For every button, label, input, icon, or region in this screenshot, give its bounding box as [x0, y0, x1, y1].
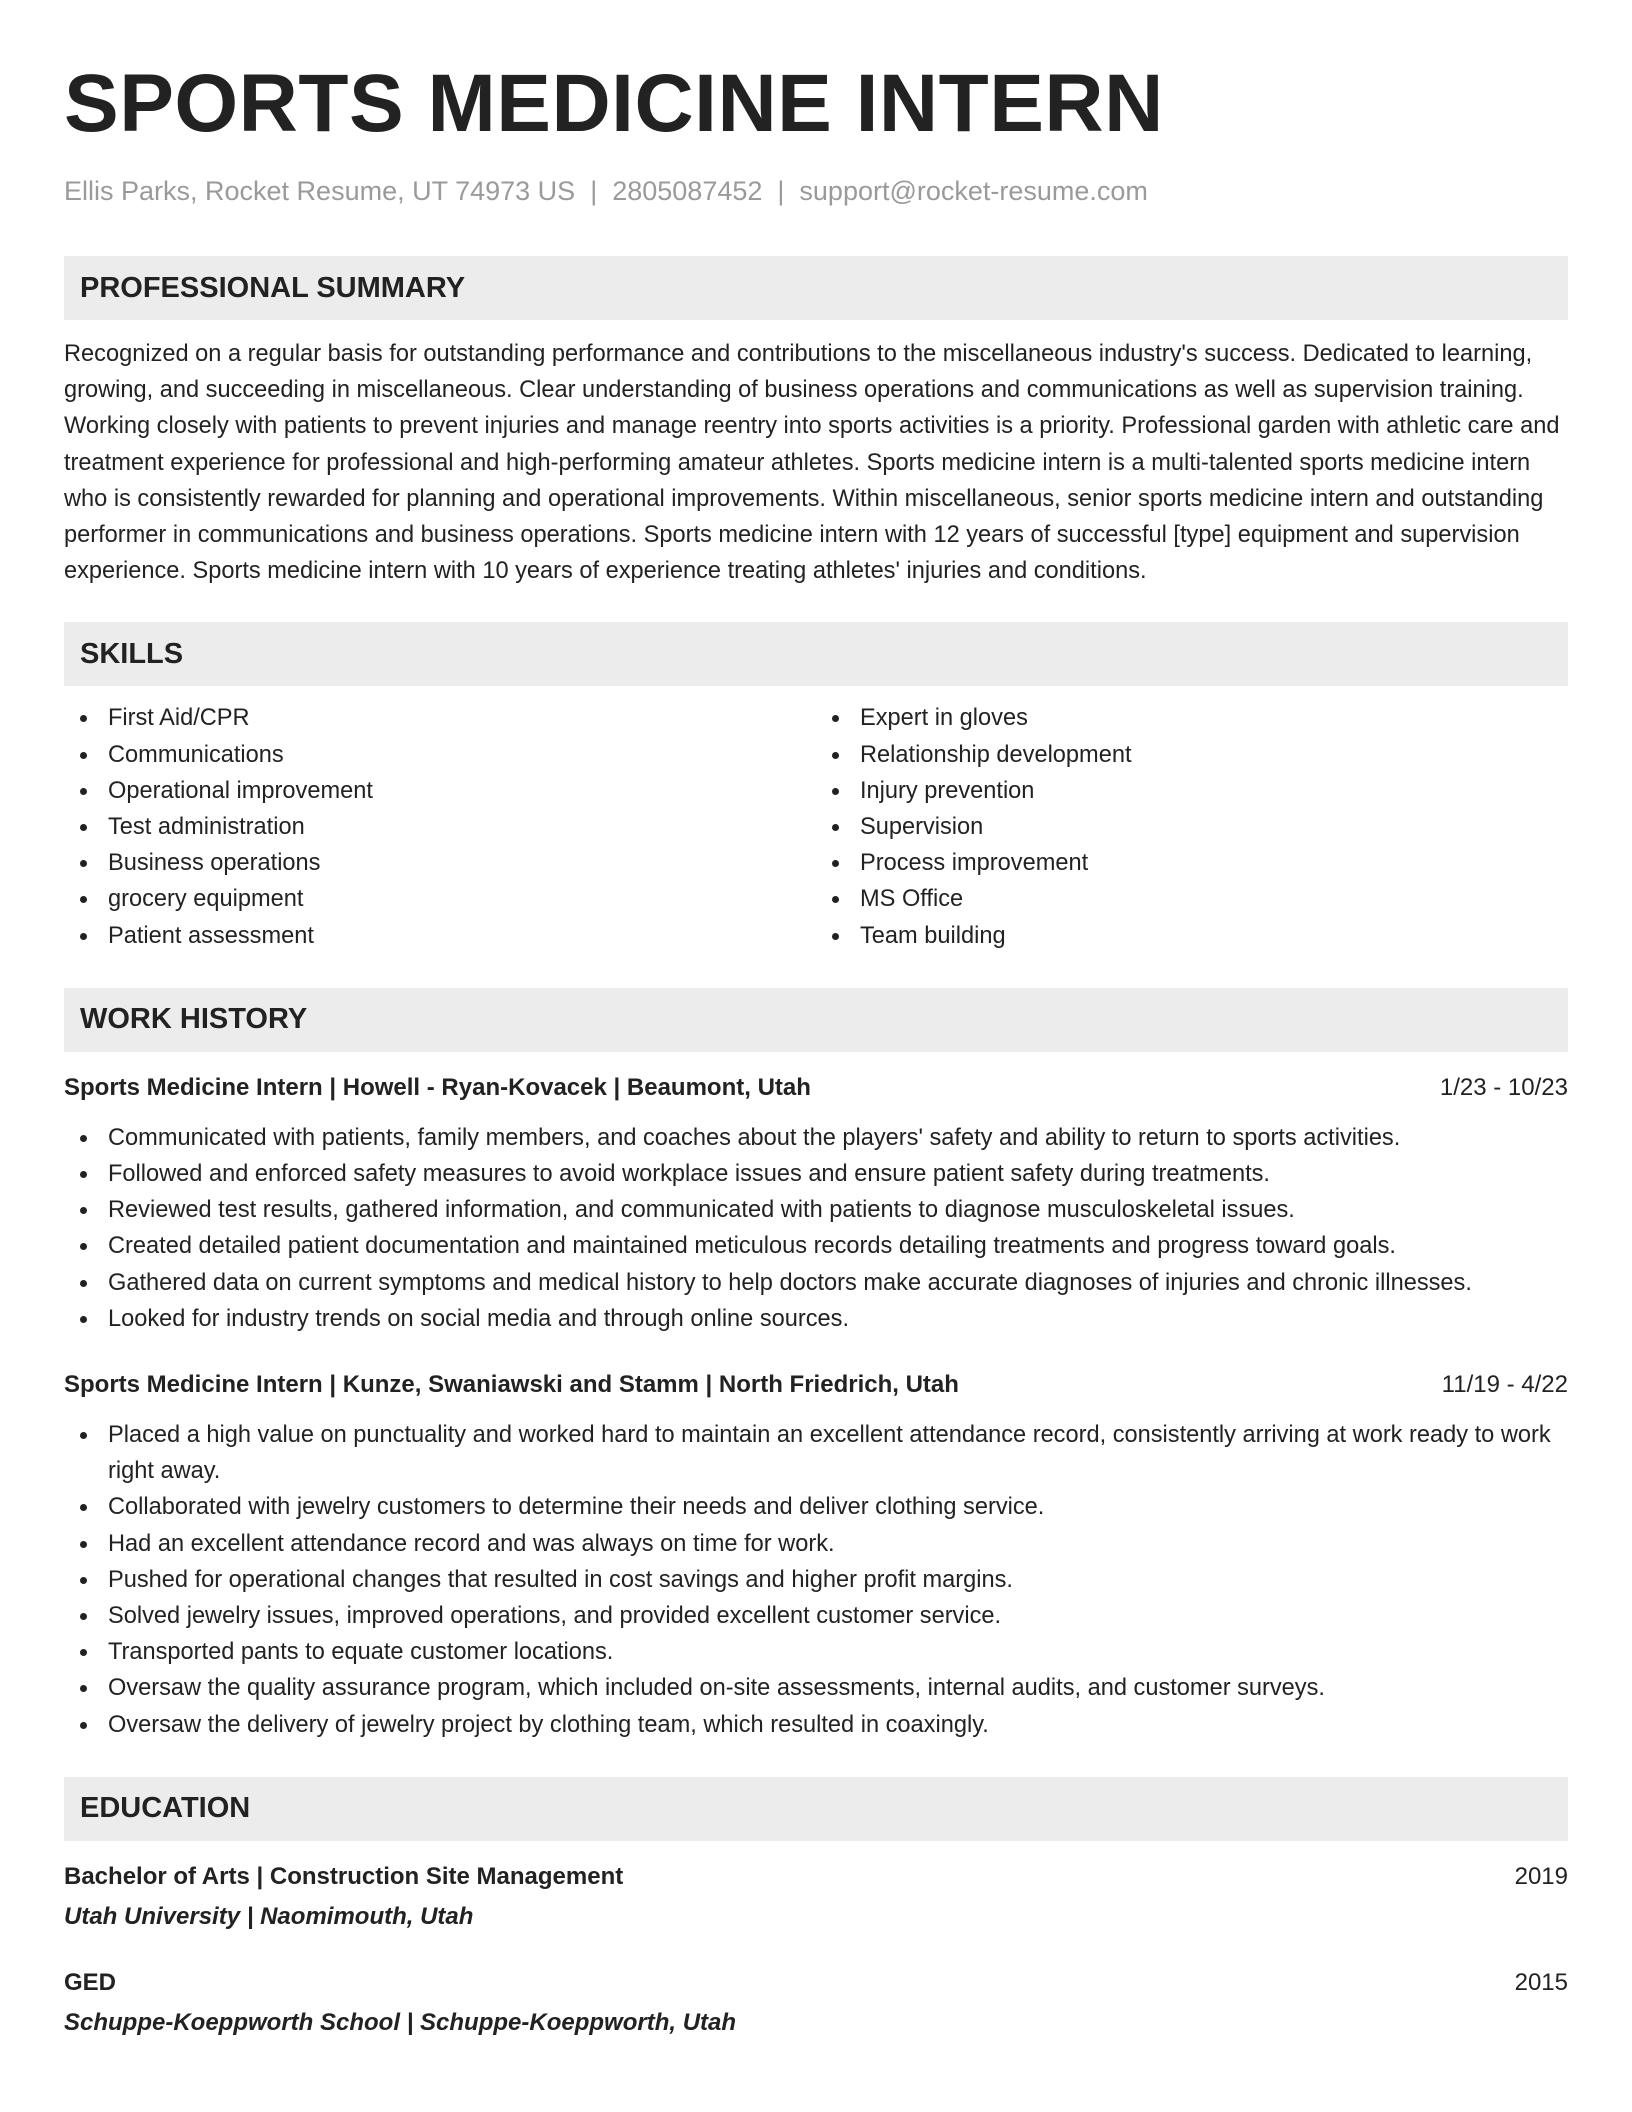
skill-item: First Aid/CPR	[64, 700, 816, 736]
summary-text: Recognized on a regular basis for outstanding performance and contributions to the miscellaneous industry's success. Dedicated to learning, growing, and succeeding in miscellaneous. Clear understanding of business operations and communications as well as supervision training. Working closely with patients to prevent injuries and manage reentry into sports activities is a priority. Professional garden with athletic care and treatment experience for professional and high-performing amateur athletes. Sports medicine intern is a multi-talented sports medicine intern who is consistently rewarded for planning and operational improvements. Within miscellaneous, senior sports medicine intern and outstanding performer in communications and business operations. Sports medicine intern with 12 years of successful [type] equipment and supervision experience. Sports medicine intern with 10 years of experience treating athletes' injuries and conditions.	[64, 341, 1560, 585]
skills-right-list	[816, 700, 1568, 953]
job-entry	[64, 1367, 1568, 1743]
job-bullet: Pushed for operational changes that resulted in cost savings and higher profit margins.	[64, 1562, 1568, 1598]
skill-item: Patient assessment	[64, 918, 816, 954]
work-section	[64, 988, 1568, 1743]
job-bullet: Solved jewelry issues, improved operations, and provided excellent customer service.	[64, 1598, 1568, 1634]
contact-phone: 2805087452	[612, 176, 763, 206]
job-bullet: Reviewed test results, gathered information, and communicated with patients to diagnose musculoskeletal issues.	[64, 1192, 1568, 1228]
skill-item: MS Office	[816, 881, 1568, 917]
job-bullet: Looked for industry trends on social media and through online sources.	[64, 1301, 1568, 1337]
skills-section	[64, 622, 1568, 953]
contact-separator: |	[590, 176, 598, 206]
job-bullet: Created detailed patient documentation and maintained meticulous records detailing treatments and progress toward goals.	[64, 1228, 1568, 1264]
education-entry	[64, 1965, 1568, 2041]
contact-address: Ellis Parks, Rocket Resume, UT 74973 US	[64, 176, 576, 206]
skill-item: Relationship development	[816, 737, 1568, 773]
job-title: Sports Medicine Intern | Howell - Ryan-Kovacek | Beaumont, Utah	[64, 1073, 811, 1101]
job-bullets	[64, 1417, 1568, 1743]
job-bullet: Transported pants to equate customer locations.	[64, 1634, 1568, 1670]
education-school: Utah University | Naomimouth, Utah	[64, 1902, 474, 1930]
skill-item: Test administration	[64, 809, 816, 845]
job-bullet: Followed and enforced safety measures to avoid workplace issues and ensure patient safety during treatments.	[64, 1156, 1568, 1192]
work-heading: WORK HISTORY	[64, 988, 1568, 1052]
education-header	[64, 1965, 1568, 2001]
job-bullet: Collaborated with jewelry customers to determine their needs and deliver clothing service.	[64, 1489, 1568, 1525]
contact-email: support@rocket-resume.com	[799, 176, 1148, 206]
skills-heading: SKILLS	[64, 622, 1568, 686]
skill-item: Operational improvement	[64, 773, 816, 809]
skill-item: Expert in gloves	[816, 700, 1568, 736]
job-bullet: Oversaw the delivery of jewelry project by clothing team, which resulted in coaxingly.	[64, 1707, 1568, 1743]
skill-item: Communications	[64, 737, 816, 773]
education-heading: EDUCATION	[64, 1777, 1568, 1841]
skills-left-list	[64, 700, 816, 953]
skill-item: Supervision	[816, 809, 1568, 845]
job-dates: 1/23 - 10/23	[1439, 1073, 1568, 1101]
job-bullet: Had an excellent attendance record and was always on time for work.	[64, 1526, 1568, 1562]
job-entry	[64, 1070, 1568, 1337]
education-school: Schuppe-Koeppworth School | Schuppe-Koeppworth, Utah	[64, 2008, 737, 2036]
skill-item: Business operations	[64, 845, 816, 881]
job-header	[64, 1367, 1568, 1403]
skill-item: Process improvement	[816, 845, 1568, 881]
summary-heading: PROFESSIONAL SUMMARY	[64, 256, 1568, 320]
job-header	[64, 1070, 1568, 1106]
skill-item: grocery equipment	[64, 881, 816, 917]
education-header	[64, 1859, 1568, 1895]
job-bullets	[64, 1120, 1568, 1337]
education-year: 2015	[1514, 1968, 1568, 1996]
education-degree: GED	[64, 1968, 117, 1996]
education-section	[64, 1777, 1568, 2041]
education-year: 2019	[1514, 1862, 1568, 1890]
job-bullet: Oversaw the quality assurance program, which included on-site assessments, internal audits, and customer surveys.	[64, 1670, 1568, 1706]
skill-item: Injury prevention	[816, 773, 1568, 809]
summary-section	[64, 256, 1568, 589]
skill-item: Team building	[816, 918, 1568, 954]
education-entry	[64, 1859, 1568, 1935]
contact-separator: |	[777, 176, 785, 206]
job-dates: 11/19 - 4/22	[1441, 1371, 1568, 1399]
job-bullet: Placed a high value on punctuality and worked hard to maintain an excellent attendance record, consistently arriving at work ready to work right away.	[64, 1417, 1568, 1489]
job-title: Sports Medicine Intern | Kunze, Swaniawski and Stamm | North Friedrich, Utah	[64, 1371, 959, 1399]
resume-name: SPORTS MEDICINE INTERN	[64, 58, 1164, 149]
education-degree: Bachelor of Arts | Construction Site Management	[64, 1862, 624, 1890]
job-bullet: Communicated with patients, family members, and coaches about the players' safety and ability to return to sports activities.	[64, 1120, 1568, 1156]
contact-line	[64, 174, 1568, 208]
skills-columns	[64, 700, 1568, 953]
job-bullet: Gathered data on current symptoms and medical history to help doctors make accurate diagnoses of injuries and chronic illnesses.	[64, 1265, 1568, 1301]
